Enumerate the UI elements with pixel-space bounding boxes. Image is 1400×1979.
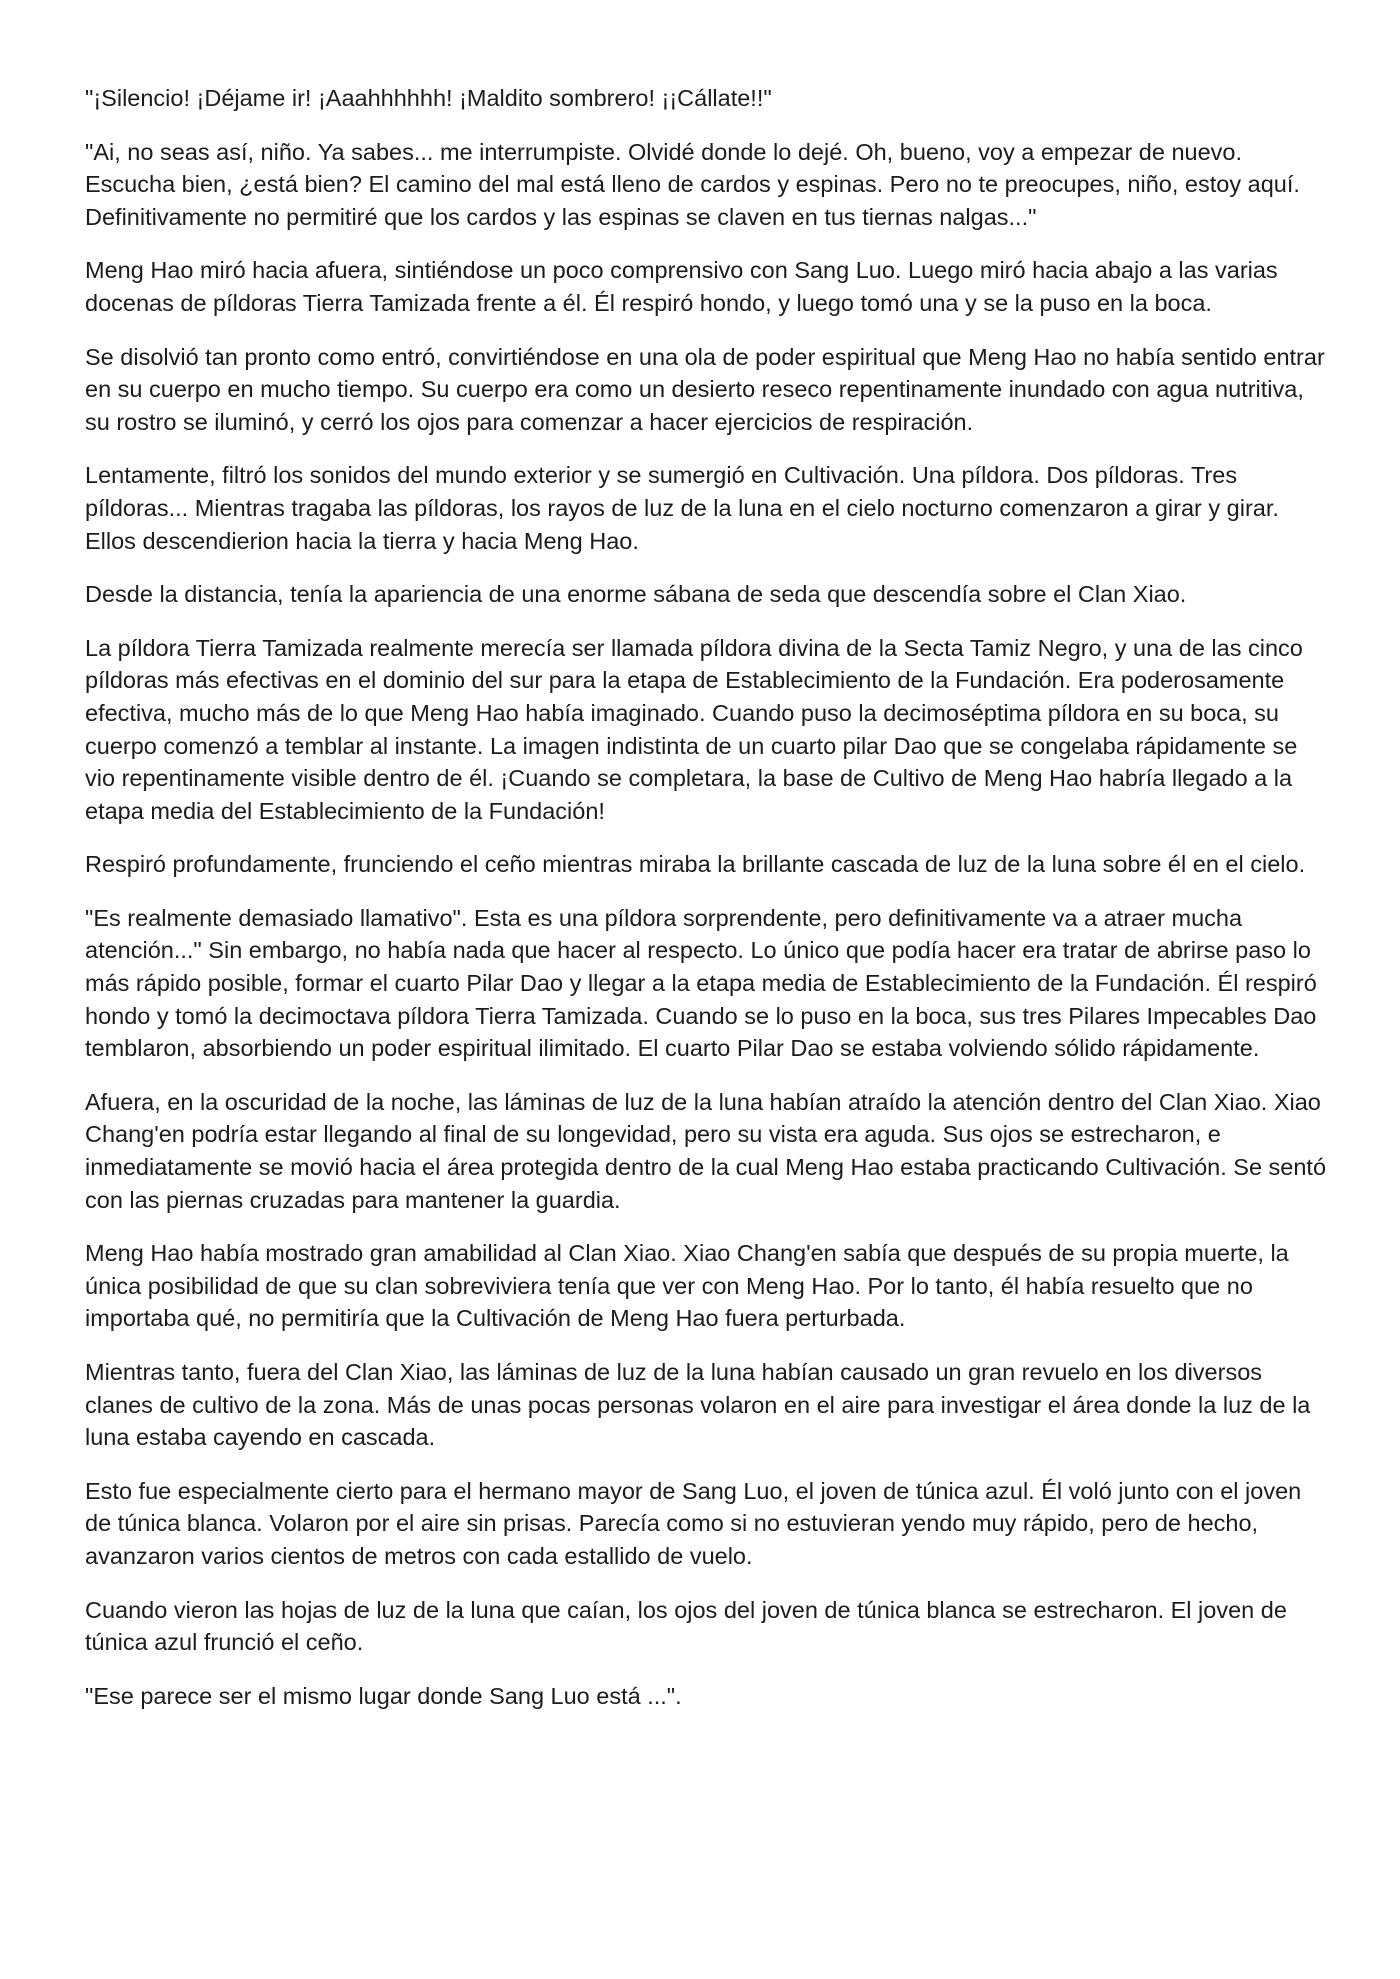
paragraph-9: "Es realmente demasiado llamativo". Esta es una píldora sorprendente, pero definitivamente va a atraer mucha atención..." Sin embargo, no había nada que hacer al respecto. Lo único que podía hacer era tratar de abrirse paso lo más rápido posible, formar el cuarto Pilar Dao y llegar a la etapa media de Establecimiento de la Fundación. Él respiró hondo y tomó la decimoctava píldora Tierra Tamizada. Cuando se lo puso en la boca, sus tres Pilares Impecables Dao temblaron, absorbiendo un poder espiritual ilimitado. El cuarto Pilar Dao se estaba volviendo sólido rápidamente. <box>85 904 1317 1062</box>
paragraph-10: Afuera, en la oscuridad de la noche, las láminas de luz de la luna habían atraído la atención dentro del Clan Xiao. Xiao Chang'en podría estar llegando al final de su longevidad, pero su vista era aguda. Sus ojos se estrecharon, e inmediatamente se movió hacia el área protegida dentro de la cual Meng Hao estaba practicando Cultivación. Se sentó con las piernas cruzadas para mantener la guardia. <box>85 1088 1327 1213</box>
paragraph-15: "Ese parece ser el mismo lugar donde Sang Luo está ...". <box>85 1682 682 1709</box>
paragraph-5: Lentamente, filtró los sonidos del mundo exterior y se sumergió en Cultivación. Una píldora. Dos píldoras. Tres píldoras... Mientras tragaba las píldoras, los rayos de luz de la luna en el cielo nocturno comenzaron a girar y girar. Ellos descendierion hacia la tierra y hacia Meng Hao. <box>85 462 1279 554</box>
paragraph-13: Esto fue especialmente cierto para el hermano mayor de Sang Luo, el joven de túnica azul. Él voló junto con el joven de túnica blanca. Volaron por el aire sin prisas. Parecía como si no estuvieran yendo muy rápido, pero de hecho, avanzaron varios cientos de metros con cada estallido de vuelo. <box>85 1477 1302 1569</box>
paragraph-8: Respiró profundamente, frunciendo el ceño mientras miraba la brillante cascada de luz de la luna sobre él en el cielo. <box>85 851 1306 878</box>
paragraph-2: "Ai, no seas así, niño. Ya sabes... me interrumpiste. Olvidé donde lo dejé. Oh, bueno, voy a empezar de nuevo. Escucha bien, ¿está bien? El camino del mal está lleno de cardos y espinas. Pero no te preocupes, niño, estoy aquí. Definitivamente no permitiré que los cardos y las espinas se claven en tus tiernas nalgas..." <box>85 138 1300 230</box>
paragraph-12: Mientras tanto, fuera del Clan Xiao, las láminas de luz de la luna habían causado un gran revuelo en los diversos clanes de cultivo de la zona. Más de unas pocas personas volaron en el aire para investigar el área donde la luz de la luna estaba cayendo en cascada. <box>85 1359 1311 1451</box>
paragraph-4: Se disolvió tan pronto como entró, convirtiéndose en una ola de poder espiritual que Meng Hao no había sentido entrar en su cuerpo en mucho tiempo. Su cuerpo era como un desierto reseco repentinamente inundado con agua nutritiva, su rostro se iluminó, y cerró los ojos para comenzar a hacer ejercicios de respiración. <box>85 343 1325 435</box>
paragraph-3: Meng Hao miró hacia afuera, sintiéndose un poco comprensivo con Sang Luo. Luego miró hacia abajo a las varias docenas de píldoras Tierra Tamizada frente a él. Él respiró hondo, y luego tomó una y se la puso en la boca. <box>85 257 1278 316</box>
paragraph-7: La píldora Tierra Tamizada realmente merecía ser llamada píldora divina de la Secta Tamiz Negro, y una de las cinco píldoras más efectivas en el dominio del sur para la etapa de Establecimiento de la Fundación. Era poderosamente efectiva, mucho más de lo que Meng Hao había imaginado. Cuando puso la decimoséptima píldora en su boca, su cuerpo comenzó a temblar al instante. La imagen indistinta de un cuarto pilar Dao que se congelaba rápidamente se vio repentinamente visible dentro de él. ¡Cuando se completara, la base de Cultivo de Meng Hao habría llegado a la etapa media del Establecimiento de la Fundación! <box>85 634 1303 824</box>
paragraph-1: "¡Silencio! ¡Déjame ir! ¡Aaahhhhhh! ¡Maldito sombrero! ¡¡Cállate!!" <box>85 85 772 111</box>
document-page <box>85 82 1330 1733</box>
paragraph-14: Cuando vieron las hojas de luz de la luna que caían, los ojos del joven de túnica blanca se estrecharon. El joven de túnica azul frunció el ceño. <box>85 1596 1287 1656</box>
paragraph-11: Meng Hao había mostrado gran amabilidad al Clan Xiao. Xiao Chang'en sabía que después de su propia muerte, la única posibilidad de que su clan sobreviviera tenía que ver con Meng Hao. Por lo tanto, él había resuelto que no importaba qué, no permitiría que la Cultivación de Meng Hao fuera perturbada. <box>85 1240 1289 1332</box>
paragraph-6: Desde la distancia, tenía la apariencia de una enorme sábana de seda que descendía sobre el Clan Xiao. <box>85 581 1187 608</box>
